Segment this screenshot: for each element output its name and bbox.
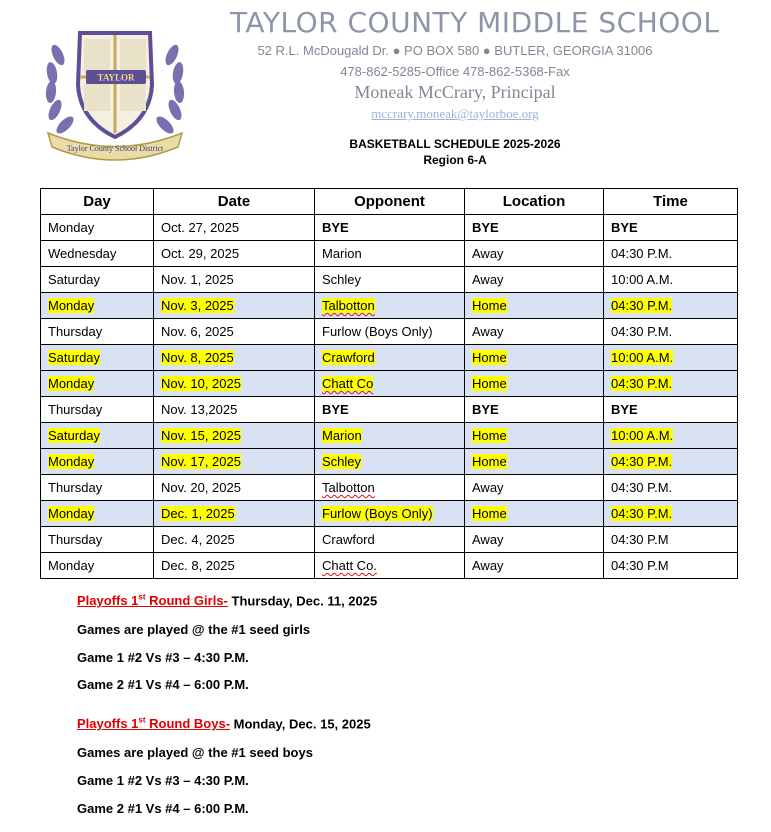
cell-opponent: Furlow (Boys Only) xyxy=(315,501,465,527)
cell-time: 04:30 P.M xyxy=(604,527,738,553)
cell-time: 10:00 A.M. xyxy=(604,423,738,449)
cell-time: 04:30 P.M. xyxy=(604,293,738,319)
girls-playoff-game1: Game 1 #2 Vs #3 – 4:30 P.M. xyxy=(77,650,249,665)
cell-date: Oct. 29, 2025 xyxy=(154,241,315,267)
cell-opponent: Chatt Co. xyxy=(315,553,465,579)
cell-date: Nov. 13,2025 xyxy=(154,397,315,423)
girls-playoff-date: Thursday, Dec. 11, 2025 xyxy=(227,593,378,609)
cell-day: Saturday xyxy=(41,423,154,449)
school-crest-logo xyxy=(40,15,190,165)
cell-day: Saturday xyxy=(41,267,154,293)
cell-day: Monday xyxy=(41,215,154,241)
cell-date: Nov. 17, 2025 xyxy=(154,449,315,475)
cell-date: Nov. 20, 2025 xyxy=(154,475,315,501)
cell-time: 04:30 P.M xyxy=(604,553,738,579)
schedule-row xyxy=(41,371,738,397)
schedule-table xyxy=(40,188,738,579)
cell-location: Away xyxy=(465,527,604,553)
cell-location: Home xyxy=(465,501,604,527)
school-address: 52 R.L. McDougald Dr. ● PO BOX 580 ● BUTLER, GEORGIA 31006 xyxy=(257,43,653,58)
cell-opponent: Crawford xyxy=(315,345,465,371)
boys-playoff-heading xyxy=(77,716,371,731)
cell-time: 04:30 P.M. xyxy=(604,241,738,267)
schedule-row xyxy=(41,267,738,293)
cell-opponent: BYE xyxy=(315,397,465,423)
cell-location: Home xyxy=(465,293,604,319)
cell-date: Nov. 8, 2025 xyxy=(154,345,315,371)
school-phones: 478-862-5285-Office 478-862-5368-Fax xyxy=(340,64,570,79)
column-header-opponent: Opponent xyxy=(315,189,465,215)
cell-time: 04:30 P.M. xyxy=(604,501,738,527)
schedule-title: BASKETBALL SCHEDULE 2025-2026 xyxy=(349,137,561,151)
boys-playoff-label: Playoffs 1st Round Boys- xyxy=(77,716,231,732)
schedule-row xyxy=(41,449,738,475)
cell-time: 04:30 P.M. xyxy=(604,475,738,501)
cell-location: Home xyxy=(465,371,604,397)
cell-location: Away xyxy=(465,241,604,267)
cell-opponent: Chatt Co xyxy=(315,371,465,397)
cell-opponent: Schley xyxy=(315,449,465,475)
cell-day: Saturday xyxy=(41,345,154,371)
girls-playoff-label: Playoffs 1st Round Girls- xyxy=(77,593,228,609)
cell-opponent: Schley xyxy=(315,267,465,293)
cell-day: Monday xyxy=(41,501,154,527)
boys-playoff-date: Monday, Dec. 15, 2025 xyxy=(230,716,371,732)
schedule-row xyxy=(41,397,738,423)
girls-playoff-heading xyxy=(77,593,377,608)
schedule-row xyxy=(41,475,738,501)
column-header-location: Location xyxy=(465,189,604,215)
schedule-header-row xyxy=(41,189,738,215)
cell-opponent: Marion xyxy=(315,423,465,449)
cell-date: Oct. 27, 2025 xyxy=(154,215,315,241)
cell-date: Nov. 1, 2025 xyxy=(154,267,315,293)
column-header-time: Time xyxy=(604,189,738,215)
cell-date: Dec. 8, 2025 xyxy=(154,553,315,579)
cell-time: 10:00 A.M. xyxy=(604,267,738,293)
cell-day: Monday xyxy=(41,371,154,397)
schedule-row xyxy=(41,345,738,371)
schedule-row xyxy=(41,527,738,553)
cell-location: Away xyxy=(465,267,604,293)
cell-location: BYE xyxy=(465,215,604,241)
boys-playoff-game1: Game 1 #2 Vs #3 – 4:30 P.M. xyxy=(77,773,249,788)
schedule-row xyxy=(41,293,738,319)
cell-date: Dec. 4, 2025 xyxy=(154,527,315,553)
cell-location: Away xyxy=(465,553,604,579)
cell-opponent: BYE xyxy=(315,215,465,241)
cell-date: Nov. 15, 2025 xyxy=(154,423,315,449)
cell-opponent: Talbotton xyxy=(315,475,465,501)
column-header-day: Day xyxy=(41,189,154,215)
cell-location: Away xyxy=(465,319,604,345)
girls-playoff-game2: Game 2 #1 Vs #4 – 6:00 P.M. xyxy=(77,677,249,692)
schedule-row xyxy=(41,215,738,241)
cell-location: Home xyxy=(465,345,604,371)
schedule-row xyxy=(41,553,738,579)
cell-opponent: Talbotton xyxy=(315,293,465,319)
logo-ribbon-text: Taylor County School District xyxy=(66,144,164,153)
cell-time: BYE xyxy=(604,215,738,241)
school-name: TAYLOR COUNTY MIDDLE SCHOOL xyxy=(230,6,720,39)
cell-day: Thursday xyxy=(41,475,154,501)
cell-day: Monday xyxy=(41,293,154,319)
schedule-row xyxy=(41,319,738,345)
cell-location: Home xyxy=(465,423,604,449)
column-header-date: Date xyxy=(154,189,315,215)
cell-time: 04:30 P.M. xyxy=(604,449,738,475)
cell-date: Nov. 6, 2025 xyxy=(154,319,315,345)
schedule-row xyxy=(41,241,738,267)
schedule-row xyxy=(41,423,738,449)
principal-name: Moneak McCrary, Principal xyxy=(354,82,556,102)
cell-opponent: Furlow (Boys Only) xyxy=(315,319,465,345)
cell-time: 04:30 P.M. xyxy=(604,319,738,345)
cell-day: Thursday xyxy=(41,319,154,345)
cell-date: Nov. 10, 2025 xyxy=(154,371,315,397)
cell-time: BYE xyxy=(604,397,738,423)
cell-day: Monday xyxy=(41,553,154,579)
boys-playoff-site: Games are played @ the #1 seed boys xyxy=(77,745,313,760)
schedule-row xyxy=(41,501,738,527)
cell-time: 10:00 A.M. xyxy=(604,345,738,371)
schedule-region: Region 6-A xyxy=(423,153,487,167)
girls-playoff-site: Games are played @ the #1 seed girls xyxy=(77,622,311,637)
cell-day: Wednesday xyxy=(41,241,154,267)
boys-playoff-game2: Game 2 #1 Vs #4 – 6:00 P.M. xyxy=(77,801,249,816)
cell-opponent: Marion xyxy=(315,241,465,267)
cell-time: 04:30 P.M. xyxy=(604,371,738,397)
cell-day: Thursday xyxy=(41,527,154,553)
cell-day: Monday xyxy=(41,449,154,475)
logo-top-text: TAYLOR xyxy=(97,72,135,83)
cell-date: Nov. 3, 2025 xyxy=(154,293,315,319)
cell-location: Away xyxy=(465,475,604,501)
cell-location: Home xyxy=(465,449,604,475)
cell-opponent: Crawford xyxy=(315,527,465,553)
cell-day: Thursday xyxy=(41,397,154,423)
cell-date: Dec. 1, 2025 xyxy=(154,501,315,527)
principal-email-link[interactable]: mccrary.moneak@taylorboe.org xyxy=(371,106,539,121)
cell-location: BYE xyxy=(465,397,604,423)
